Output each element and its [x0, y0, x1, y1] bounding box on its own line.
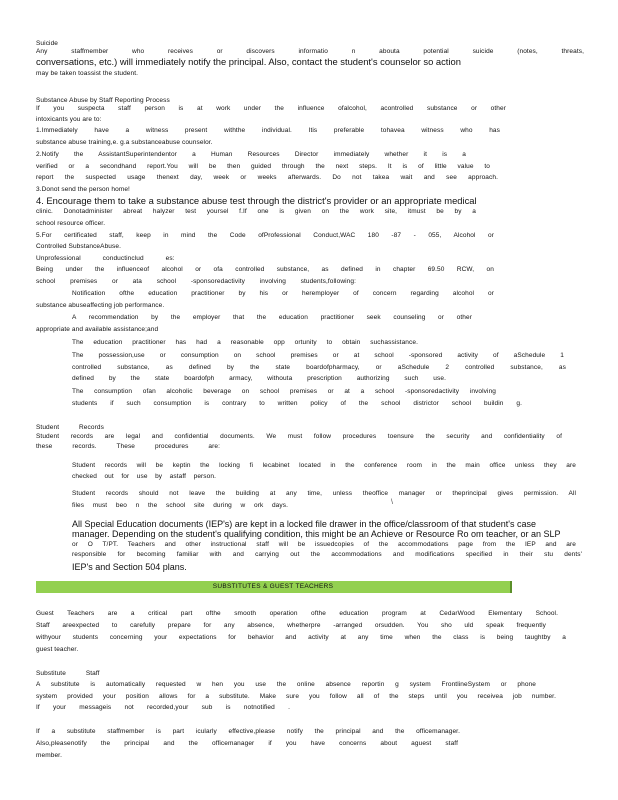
substitute-staff-heading: Substitute Staff	[36, 670, 100, 677]
substitute-staff-text-line: If a substitute staffmember is part icularly effective,please notify the principal and the officemanager.	[36, 728, 460, 735]
substitute-staff-text-line: If your messageis not recorded,your sub is notnotified .	[36, 704, 290, 711]
student-records-bullet-cont: files must beo n the school site during w ork days.	[72, 502, 288, 509]
substance-abuse-step-3: 3.Donot send the person home!	[36, 186, 130, 193]
student-records-bullet: Student records will be keptin the locking fi lecabinet located in the conference room in the main office unless they are	[72, 462, 576, 469]
substitute-staff-text-line: A substitute is automatically requested w hen you use the online absence reportin g system FrontlineSystem or phone	[36, 681, 536, 688]
substance-abuse-bullet-cont: appropriate and available assistance;and	[36, 326, 159, 333]
student-records-iep-line: manager. Depending on the student's qualifying condition, this might be an Achieve or Resource Ro om teacher, or an SLP	[72, 529, 561, 539]
substance-abuse-bullet: The possession,use or consumption on school premises or at school -sponsored activity of aSchedule 1	[72, 352, 564, 359]
substance-abuse-step-5-cont: Controlled SubstanceAbuse.	[36, 243, 121, 250]
substitute-staff-text-line: system provided your position allows for a substitute. Make sure you follow all of the steps until you receivea job number.	[36, 693, 556, 700]
student-records-bullet-cont: checked out for use by astaff person.	[72, 473, 216, 480]
substance-abuse-bullet: A recommendation by the employer that the education practitioner seek counseling or other	[72, 314, 472, 321]
section-banner-title: SUBSTITUTES & GUEST TEACHERS	[212, 583, 334, 590]
substance-abuse-text-line: If you suspecta staff person is at work under the influence ofalcohol, acontrolled substance or other	[36, 105, 506, 112]
student-records-text-line: Student records are legal and confidential documents. We must follow procedures toensure the security and confidentiality of	[36, 433, 562, 440]
substitute-staff-text-line: member.	[36, 752, 62, 759]
substance-abuse-step-5-cont: Unprofessional conductinclud es:	[36, 255, 175, 262]
substance-abuse-text-line: intoxicants you are to:	[36, 116, 102, 123]
substance-abuse-step-2-cont: verified or a secondhand report.You will be then guided through the next steps. It is of little value to	[36, 163, 490, 170]
substance-abuse-bullet-cont: controlled substance, as defined by the state boardofpharmacy, or aSchedule 2 controlled substance, as	[72, 364, 566, 371]
substance-abuse-step-1: 1.Immediately have a witness present withthe individual. Itis preferable tohavea witness who has	[36, 127, 500, 134]
student-records-bullet: Student records should not leave the building at any time, unless theoffice manager or theprincipal gives permission. All	[72, 490, 576, 497]
substance-abuse-step-5-cont: school premises or ata school -sponsoredactivity involving students,following:	[36, 278, 356, 285]
guest-teachers-text-line: Guest Teachers are a critical part ofthe smooth operation ofthe education program at CedarWood Elementary School.	[36, 610, 558, 617]
student-records-heading: Student Records	[36, 424, 104, 431]
substance-abuse-step-5: 5.For certificated staff, keep in mind the Code ofProfessional Conduct,WAC 180 -87 - 055, Alcohol or	[36, 232, 494, 239]
substance-abuse-step-4: 4. Encourage them to take a substance abuse test through the district's provider or an appropriate medical	[36, 196, 477, 206]
student-records-text-line: these records. These procedures are:	[36, 443, 220, 450]
substance-abuse-bullet: The consumption ofan alcoholic beverage on school premises or at a school -sponsoredactivity involving	[72, 388, 496, 395]
substance-abuse-step-2-cont: report the suspected usage thenext day, week or weeks afterwards. Do not takea wait and see approach.	[36, 174, 498, 181]
guest-teachers-text-line: guest teacher.	[36, 646, 79, 653]
substitute-staff-text-line: Also,pleasenotify the principal and the officemanager if you have concerns about aguest staff	[36, 740, 458, 747]
substance-abuse-step-4-cont: school resource officer.	[36, 220, 106, 227]
substance-abuse-bullet: Notification ofthe education practitioner by his or heremployer of concern regarding alcohol or	[72, 290, 494, 297]
slash-mark: \	[391, 499, 393, 506]
substance-abuse-bullet-cont: students if such consumption is contrary to written policy of the school districtor school buildin g.	[72, 400, 522, 407]
substance-abuse-heading: Substance Abuse by Staff Reporting Process	[36, 97, 170, 104]
student-records-iep-line: All Special Education documents (IEP's) are kept in a locked file drawer in the office/classroom of that student's case	[72, 519, 537, 529]
guest-teachers-text-line: Staff areexpected to carefully prepare for any absence, whetherpre -arranged orsudden. You sho uld speak frequently	[36, 622, 546, 629]
substance-abuse-step-4-cont: clinic. Donotadminister abreat halyzer test yoursel f.If one is given on the work site, itmust be by a	[36, 208, 476, 215]
suicide-heading: Suicide	[36, 40, 59, 47]
suicide-text-line: Any staffmember who receives or discovers informatio n abouta potential suicide (notes, threats,	[36, 48, 584, 55]
substance-abuse-bullet-cont: substance abuseaffecting job performance.	[36, 302, 165, 309]
student-records-iep-line: or O T/PT. Teachers and other instructional staff will be issuedcopies of the accommodations page from the IEP and are	[72, 541, 576, 548]
substance-abuse-bullet-cont: defined by the state boardofph armacy, withouta prescription authorizing such use.	[72, 375, 446, 382]
substance-abuse-step-5-cont: Being under the influenceof alcohol or ofa controlled substance, as defined in chapter 69.50 RCW, on	[36, 266, 494, 273]
substance-abuse-step-1-cont: substance abuse training,e. g.a substanceabuse counselor.	[36, 139, 213, 146]
substance-abuse-step-2: 2.Notify the AssistantSuperintendentor a Human Resources Director immediately whether it is a	[36, 151, 466, 158]
student-records-iep-line: responsible for becoming familiar with and carrying out the accommodations and modifications specified in their stu dents'	[72, 551, 582, 558]
substance-abuse-bullet: The education practitioner has had a reasonable opp ortunity to obtain suchassistance.	[72, 339, 418, 346]
suicide-text-line: may be taken toassist the student.	[36, 70, 139, 77]
student-records-iep-line: IEP's and Section 504 plans.	[72, 562, 187, 572]
section-banner	[36, 581, 512, 593]
suicide-text-line-large: conversations, etc.) will immediately notify the principal. Also, contact the student's counselor so action	[36, 57, 461, 67]
guest-teachers-text-line: withyour students concerning your expectations for behavior and activity at any time when the class is being taughtby a	[36, 634, 566, 641]
